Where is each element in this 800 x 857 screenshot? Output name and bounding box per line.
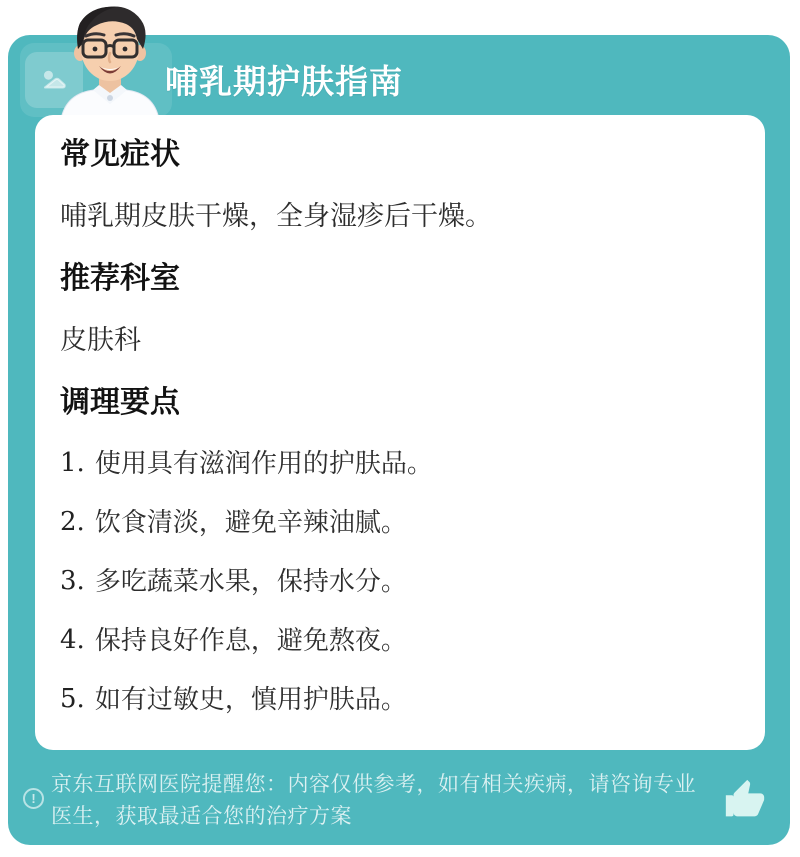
department-text: 皮肤科 bbox=[60, 325, 141, 355]
tip-text: 多吃蔬菜水果，保持水分。 bbox=[94, 566, 407, 596]
header bbox=[8, 35, 790, 115]
main-panel bbox=[8, 35, 790, 845]
tip-text: 如有过敏史，慎用护肤品。 bbox=[94, 684, 407, 714]
footer bbox=[23, 769, 783, 833]
symptoms-heading: 常见症状 bbox=[60, 138, 180, 171]
content-card bbox=[35, 115, 765, 750]
tips-heading: 调理要点 bbox=[60, 386, 180, 419]
tip-item bbox=[60, 683, 735, 715]
tip-text: 使用具有滋润作用的护肤品。 bbox=[94, 448, 433, 478]
tip-item bbox=[60, 506, 735, 538]
department-heading: 推荐科室 bbox=[60, 262, 180, 295]
page-title: 哺乳期护肤指南 bbox=[165, 63, 403, 100]
tip-number: 3. bbox=[60, 566, 85, 596]
thumbs-up-button[interactable] bbox=[722, 778, 768, 824]
tip-number: 2. bbox=[60, 507, 85, 537]
tip-number: 4. bbox=[60, 625, 85, 655]
tip-text: 保持良好作息，避免熬夜。 bbox=[94, 625, 407, 655]
info-icon: ! bbox=[23, 788, 44, 809]
thumbs-up-icon bbox=[722, 778, 768, 824]
tip-item bbox=[60, 565, 735, 597]
disclaimer-text: 京东互联网医院提醒您：内容仅供参考，如有相关疾病，请咨询专业医生，获取最适合您的治疗方案 bbox=[51, 773, 696, 828]
tip-item bbox=[60, 624, 735, 656]
tip-item bbox=[60, 447, 735, 479]
symptoms-text: 哺乳期皮肤干燥，全身湿疹后干燥。 bbox=[60, 201, 492, 231]
tip-number: 1. bbox=[60, 448, 85, 478]
doctor-avatar bbox=[50, 1, 170, 127]
tip-text: 饮食清淡，避免辛辣油腻。 bbox=[94, 507, 407, 537]
tips-list bbox=[60, 447, 735, 715]
tip-number: 5. bbox=[60, 684, 85, 714]
